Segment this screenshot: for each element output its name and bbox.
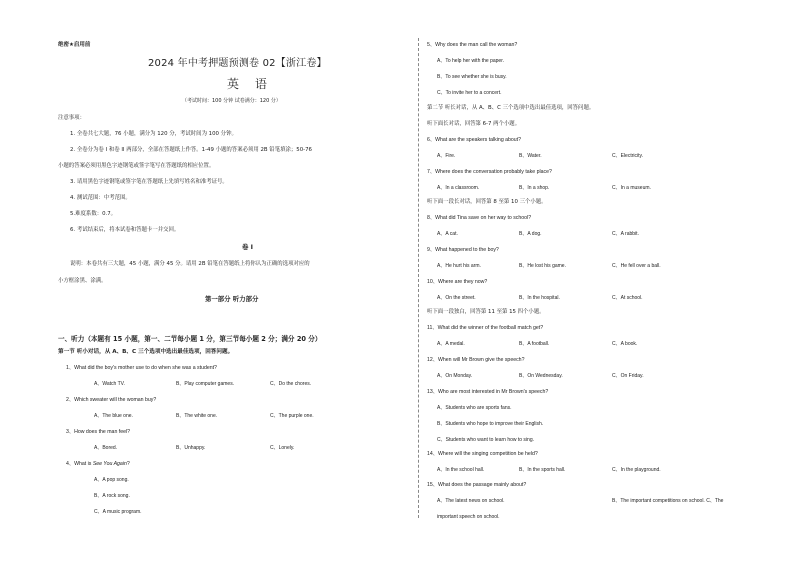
q5-option-c: C、To invite her to a concert.: [437, 90, 502, 96]
question-8: 8、What did Tina save on her way to school?: [427, 215, 532, 221]
note-5: 5.难度系数：0.7。: [70, 211, 117, 217]
note-1: 1. 全卷共七大题，76 小题，满分为 120 分，考试时间为 100 分钟。: [70, 131, 237, 137]
q4-prefix: 4、What is: [66, 461, 93, 467]
question-3: 3、How does the man feel?: [66, 429, 131, 435]
q7-option-a: A、In a classroom.: [437, 185, 480, 191]
q6-option-b: B、Water.: [519, 153, 542, 159]
q12-option-a: A、On Monday.: [437, 373, 473, 379]
notes-heading: 注意事项：: [58, 115, 85, 121]
q4-option-b: B、A rock song.: [94, 493, 130, 499]
q10-option-a: A、On the street.: [437, 295, 476, 301]
subject-title: 英 语: [227, 77, 273, 91]
q14-option-c: C、In the playground.: [612, 467, 661, 473]
note-6: 6. 考试结束后，将本试卷和答题卡一并交回。: [70, 227, 180, 233]
q2-option-a: A、The blue one.: [94, 413, 133, 419]
exam-title: 2024 年中考押题预测卷 02【浙江卷】: [148, 58, 327, 69]
exam-meta: （考试时间：100 分钟 试卷满分：120 分）: [182, 98, 281, 104]
q3-option-c: C、Lonely.: [270, 445, 295, 451]
column-divider: [418, 38, 419, 518]
q12-option-c: C、On Friday.: [612, 373, 644, 379]
secret-label: 绝密★启用前: [58, 42, 91, 48]
section2-head: 第二节 听长对话，从 A、B、C 三个选项中选出最佳选项，回答问题。: [427, 105, 595, 111]
q15-option-c-cont: important speech on school.: [437, 514, 500, 520]
q7-option-b: B、In a shop.: [519, 185, 550, 191]
q12-option-b: B、On Wednesday.: [519, 373, 563, 379]
q11-option-a: A、A medal.: [437, 341, 465, 347]
q9-option-a: A、He hurt his arm.: [437, 263, 481, 269]
q14-option-a: A、In the school hall.: [437, 467, 485, 473]
q6-option-c: C、Electricity.: [612, 153, 644, 159]
note-3: 3. 请用黑色字迹钢笔或签字笔在答题纸上先填写姓名和准考证号。: [70, 179, 228, 185]
q2-option-c: C、The purple one.: [270, 413, 314, 419]
note-4: 4. 测试范围：中考范围。: [70, 195, 131, 201]
q3-option-b: B、Unhappy.: [176, 445, 206, 451]
q10-option-b: B、In the hospital.: [519, 295, 560, 301]
q4-option-c: C、A music program.: [94, 509, 142, 515]
question-7: 7、Where does the conversation probably take place?: [427, 169, 552, 175]
q3-option-a: A、Bored.: [94, 445, 118, 451]
question-14: 14、Where will the singing competition be held?: [427, 451, 538, 457]
volume-desc-a: 说明：本卷共有三大题，45 小题，满分 45 分。请用 2B 铅笔在答题纸上将你认为正确的选项对应的: [70, 261, 310, 267]
part1-title: 第一部分 听力部分: [205, 295, 259, 303]
question-15: 15、What does the passage mainly about?: [427, 482, 527, 488]
q5-option-b: B、To see whether she is busy.: [437, 74, 507, 80]
note-2b: 小题的答案必须用黑色字迹钢笔或签字笔写在答题纸的相应位置。: [58, 163, 215, 169]
q5-option-a: A、To help her with the paper.: [437, 58, 504, 64]
note-2a: 2. 全卷分为卷 I 和卷 II 两部分，全部在答题纸上作答。1-49 小题的答案必须用 2B 铅笔填涂；50-76: [70, 147, 312, 153]
question-1: 1、What did the boy's mother use to do when she was a student?: [66, 365, 217, 371]
question-5: 5、Why does the man call the woman?: [427, 42, 518, 48]
section2-sub2: 听下面一段长对话，回答第 8 至第 10 三个小题。: [427, 199, 547, 205]
q1-option-c: C、Do the chores.: [270, 381, 312, 387]
q15-option-a: A、The latest news on school.: [437, 498, 505, 504]
q8-option-c: C、A rabbit.: [612, 231, 639, 237]
q4-option-a: A、A pop song.: [94, 477, 129, 483]
section2-sub1: 听下面长对话，回答第 6-7 两个小题。: [427, 121, 521, 127]
question-12: 12、When will Mr Brown give the speech?: [427, 357, 525, 363]
question-4: [66, 462, 130, 467]
q9-option-c: C、He fell over a ball.: [612, 263, 661, 269]
section1-head: 第一节 听小对话，从 A、B、C 三个选项中选出最佳选项，回答问题。: [58, 349, 234, 355]
q1-option-b: B、Play computer games.: [176, 381, 235, 387]
q11-option-c: C、A book.: [612, 341, 638, 347]
q7-option-c: C、In a museum.: [612, 185, 651, 191]
question-13: 13、Who are most interested in Mr Brown's speech?: [427, 389, 549, 395]
volume-desc-b: 小方框涂黑、涂满。: [58, 278, 107, 284]
question-2: 2、Which sweater will the woman buy?: [66, 397, 157, 403]
q4-song-title: See You Again: [92, 461, 127, 467]
q14-option-b: B、In the sports hall.: [519, 467, 566, 473]
question-11: 11、What did the winner of the football match get?: [427, 325, 544, 331]
question-10: 10、Where are they now?: [427, 279, 488, 285]
q13-option-a: A、Students who are sports fans.: [437, 405, 512, 411]
q8-option-a: A、A cat.: [437, 231, 458, 237]
section2-sub3: 听下面一段独白，回答第 11 至第 15 四个小题。: [427, 309, 545, 315]
q1-option-a: A、Watch TV.: [94, 381, 125, 387]
q4-suffix: ?: [126, 461, 130, 467]
q9-option-b: B、He lost his game.: [519, 263, 566, 269]
q13-option-c: C、Students who want to learn how to sing.: [437, 437, 534, 443]
listening-section-head: 一、听力（本题有 15 小题，第一、二节每小题 1 分，第三节每小题 2 分；满分 20 分）: [58, 335, 322, 343]
q13-option-b: B、Students who hope to improve their English.: [437, 421, 544, 427]
q2-option-b: B、The white one.: [176, 413, 218, 419]
volume-title: 卷 I: [242, 243, 253, 251]
q11-option-b: B、A football.: [519, 341, 550, 347]
question-6: 6、What are the speakers talking about?: [427, 137, 522, 143]
question-9: 9、What happened to the boy?: [427, 247, 499, 253]
q10-option-c: C、At school.: [612, 295, 643, 301]
q8-option-b: B、A dog.: [519, 231, 542, 237]
q6-option-a: A、Fire.: [437, 153, 456, 159]
q15-option-b: B、The important competitions on school. C、The: [612, 498, 724, 504]
